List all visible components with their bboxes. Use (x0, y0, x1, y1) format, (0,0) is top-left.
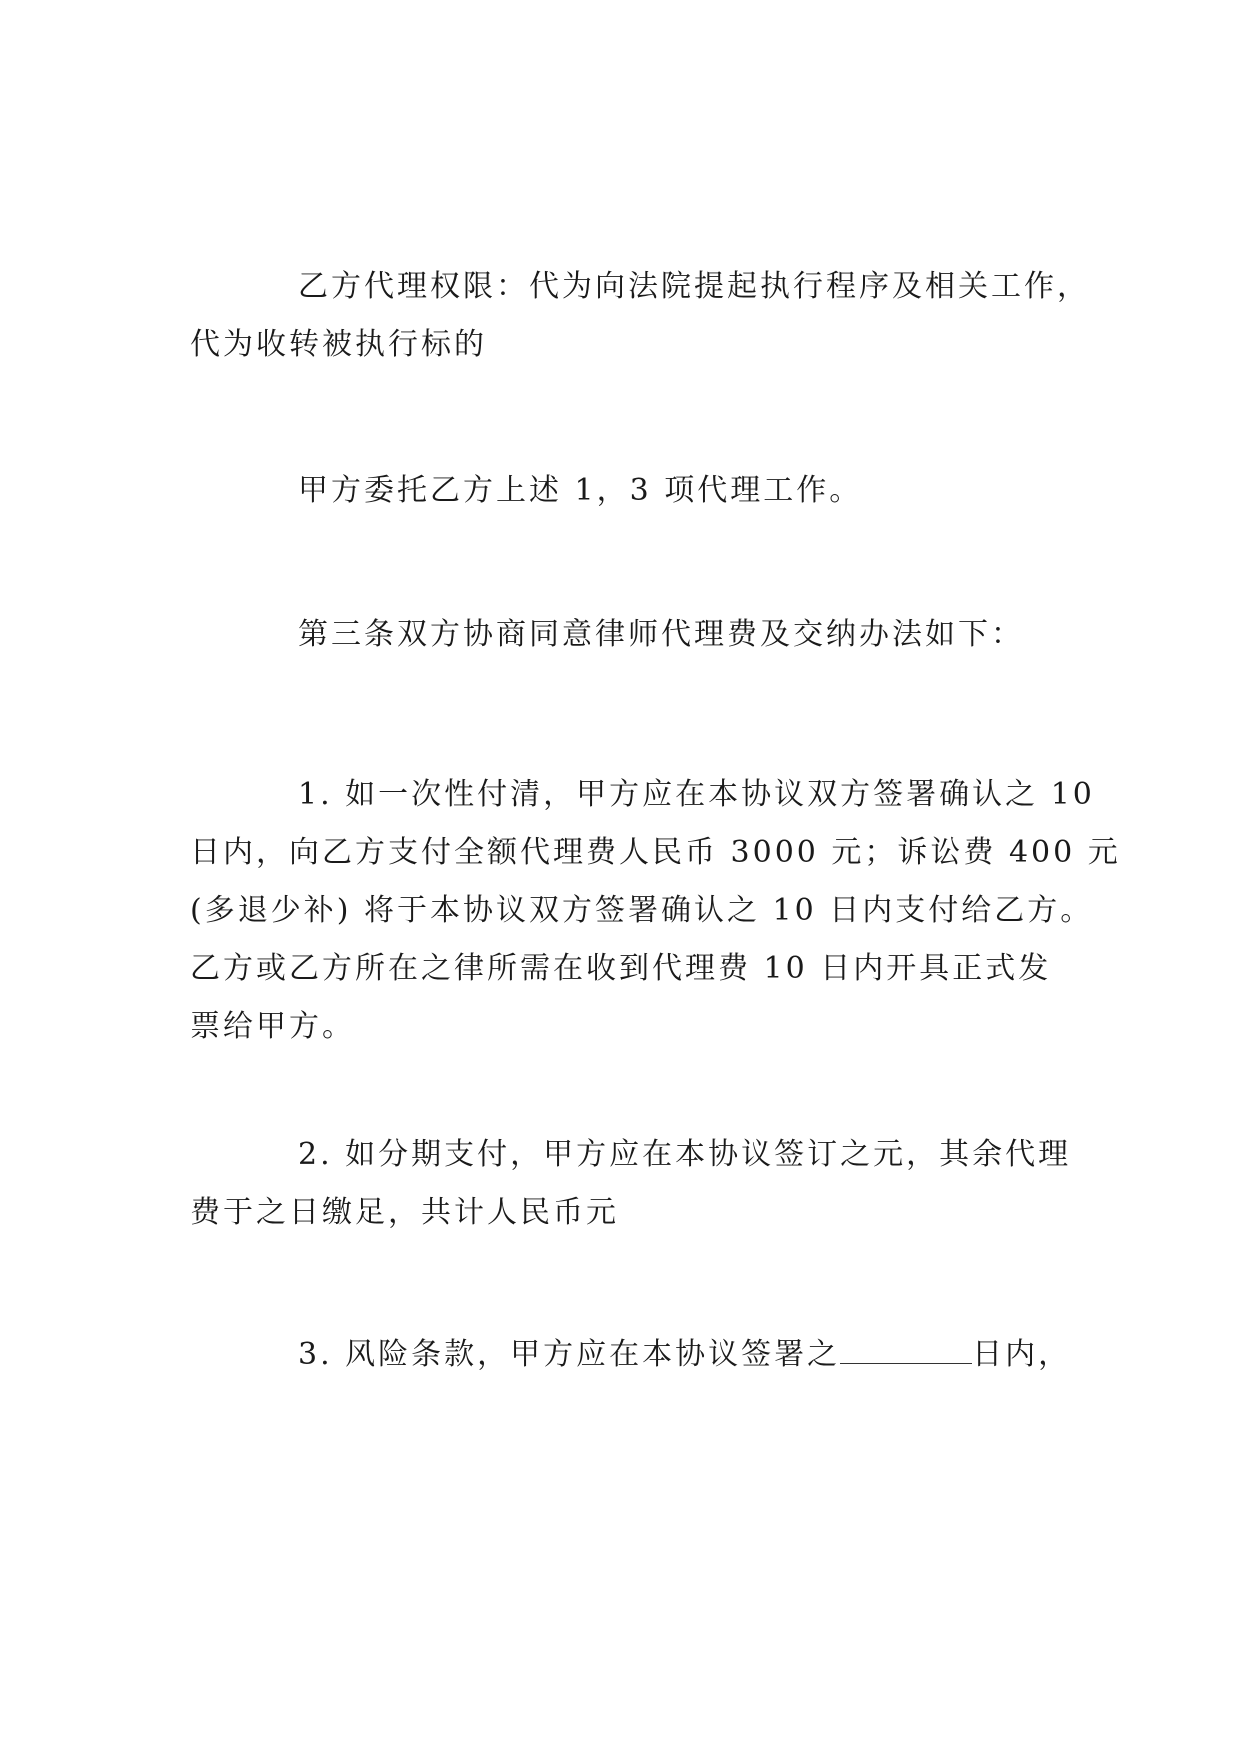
paragraph-line: 票给甲方。 (190, 1009, 355, 1044)
paragraph-line: 1. 如一次性付清，甲方应在本协议双方签署确认之 10 (298, 777, 1095, 812)
risk-clause-prefix: 3. 风险条款，甲方应在本协议签署之 (298, 1337, 841, 1372)
paragraph-line: 2. 如分期支付，甲方应在本协议签订之元，其余代理 (298, 1137, 1072, 1172)
paragraph-line: 乙方或乙方所在之律所需在收到代理费 10 日内开具正式发 (190, 951, 1052, 986)
paragraph-line: 费于之日缴足，共计人民币元 (190, 1195, 619, 1230)
risk-clause-suffix: 日内， (972, 1337, 1072, 1372)
paragraph-line: 代为收转被执行标的 (190, 327, 487, 362)
paragraph-risk-clause (190, 1326, 1070, 1384)
paragraph-line (190, 1326, 1070, 1384)
paragraph-line: 第三条双方协商同意律师代理费及交纳办法如下： (298, 617, 1024, 652)
blank-fill-line (840, 1341, 972, 1364)
paragraph-delegation (190, 462, 1070, 520)
paragraph-lump-sum-payment (190, 766, 1121, 1056)
paragraph-line: 日内，向乙方支付全额代理费人民币 3000 元；诉讼费 400 元 (190, 835, 1121, 870)
paragraph-article-three (190, 606, 1070, 664)
paragraph-line: 甲方委托乙方上述 1，3 项代理工作。 (298, 473, 863, 508)
paragraph-line: 乙方代理权限：代为向法院提起执行程序及相关工作， (298, 269, 1090, 304)
paragraph-line: (多退少补) 将于本协议双方签署确认之 10 日内支付给乙方。 (190, 893, 1094, 928)
paragraph-agency-scope (190, 258, 1090, 374)
paragraph-installment-payment (190, 1126, 1070, 1242)
